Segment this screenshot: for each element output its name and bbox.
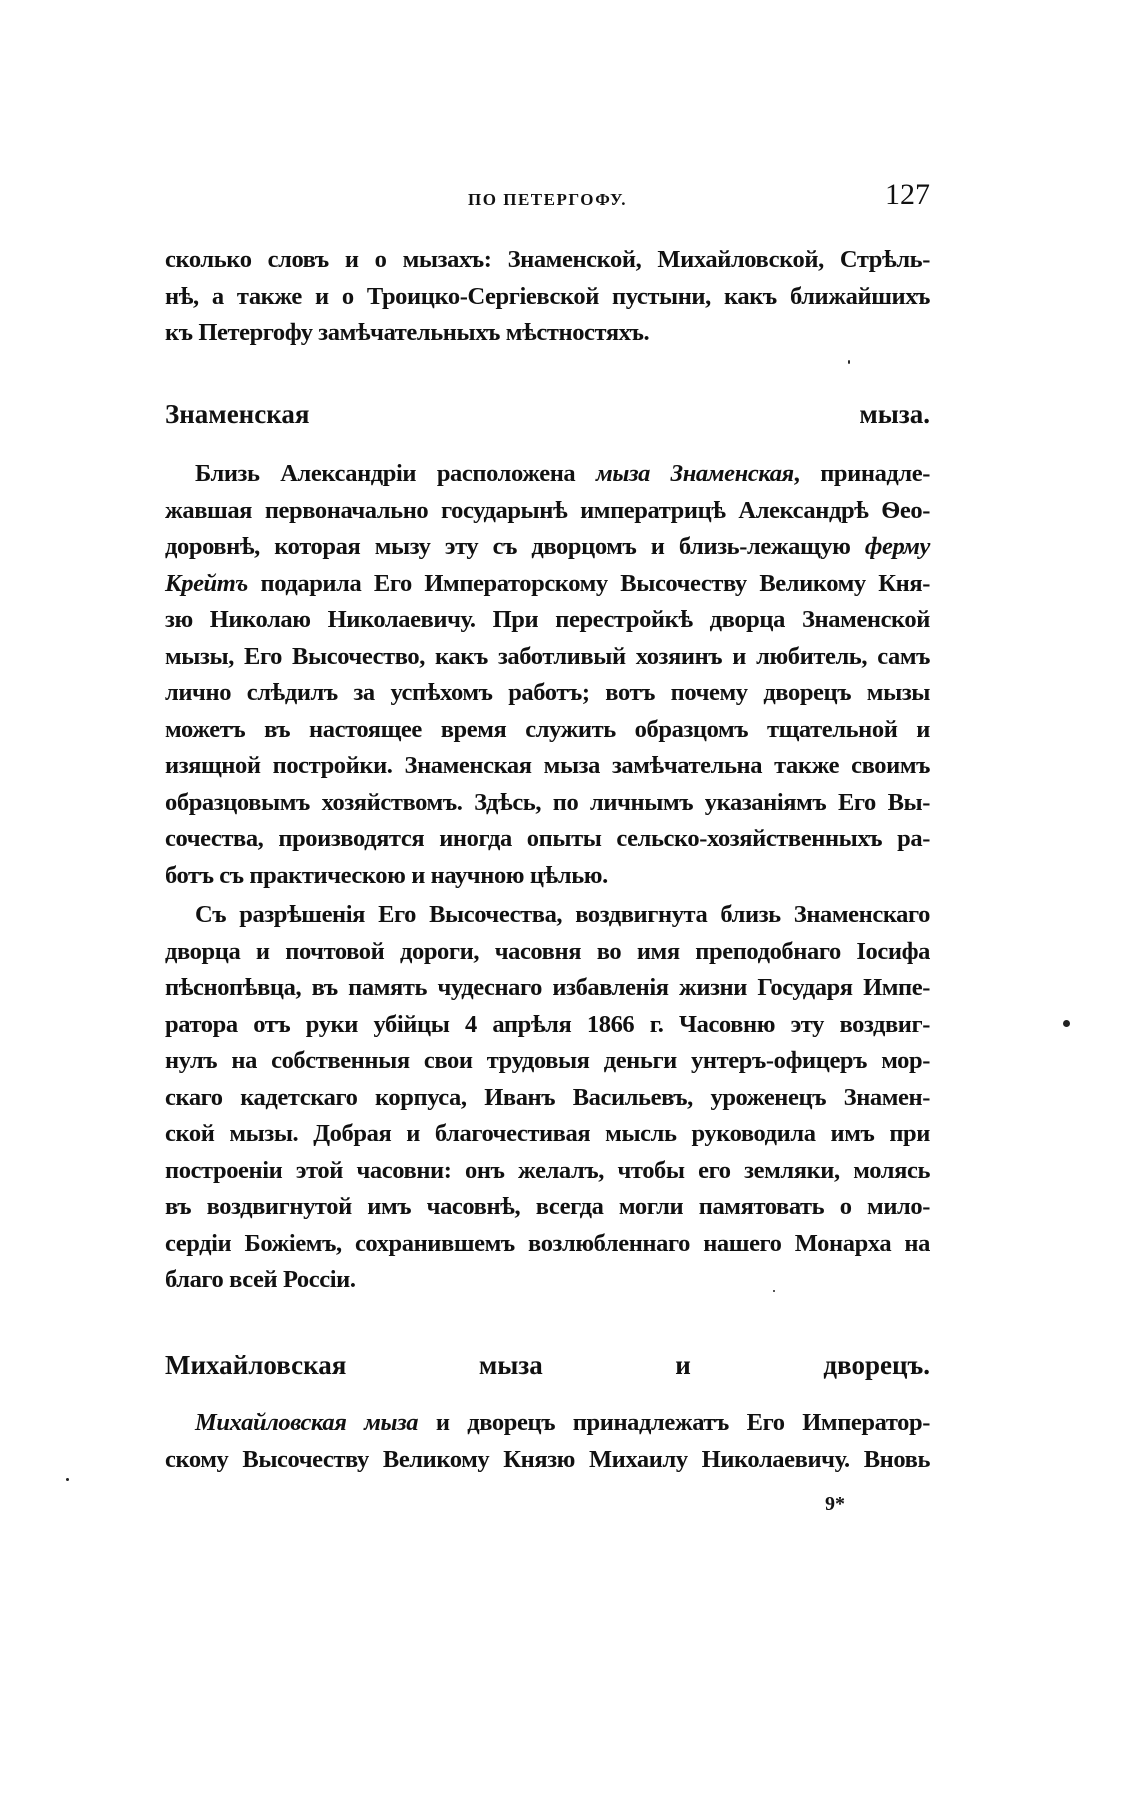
print-speck [66, 1478, 69, 1481]
text-line: образцовымъ хозяйствомъ. Здѣсь, по личнымъ указаніямъ Его Вы- [165, 788, 930, 816]
section-heading-znamenskaya: Знаменская мыза. [165, 398, 930, 429]
text-line: зю Николаю Николаевичу. При перестройкѣ дворца Знаменской [165, 606, 930, 633]
text-run: подарила Его Императорскому Высочеству Великому Кня- [247, 569, 930, 597]
text-line: ской мызы. Добрая и благочестивая мысль руководила имъ при [165, 1120, 930, 1147]
text-line: можетъ въ настоящее время служить образцомъ тщательной и [165, 715, 930, 743]
print-speck [1063, 1020, 1070, 1027]
text-line: благо всей Россіи. [165, 1266, 356, 1293]
running-head [165, 180, 930, 220]
text-line: сочества, производятся иногда опыты сельско-хозяйственныхъ ра- [165, 825, 930, 852]
text-line: нулъ на собственныя свои трудовыя деньги унтеръ-офицеръ мор- [165, 1047, 930, 1074]
text-run: Близь Александріи расположена [195, 460, 596, 487]
text-line [165, 566, 930, 603]
text-line: изящной постройки. Знаменская мыза замѣчательна также своимъ [165, 752, 930, 779]
print-speck [848, 360, 850, 364]
text-line: дворца и почтовой дороги, часовня во имя преподобнаго Іосифа [165, 937, 930, 965]
text-line: построеніи этой часовни: онъ желалъ, чтобы его земляки, молясь [165, 1156, 930, 1184]
text-run: и дворецъ принадлежатъ Его Император- [418, 1409, 930, 1436]
text-line: скому Высочеству Великому Князю Михаилу Николаевичу. Вновь [165, 1445, 930, 1473]
text-line: къ Петергофу замѣчательныхъ мѣстностяхъ. [165, 319, 650, 346]
text-line [165, 456, 930, 493]
text-line: въ воздвигнутой имъ часовнѣ, всегда могли памятовать о мило- [165, 1193, 930, 1220]
italic-term: Михайловская мыза [195, 1409, 419, 1436]
print-speck [773, 1290, 775, 1292]
text-line: скаго кадетскаго корпуса, Иванъ Васильевъ, уроженецъ Знамен- [165, 1083, 930, 1111]
text-line: лично слѣдилъ за успѣхомъ работъ; вотъ почему дворецъ мызы [165, 679, 930, 706]
text-line: мызы, Его Высочество, какъ заботливый хозяинъ и любитель, самъ [165, 642, 930, 670]
text-line [165, 1405, 930, 1442]
text-line: ботъ съ практическою и научною цѣлью. [165, 861, 608, 889]
italic-term: ферму [864, 533, 930, 560]
running-title: ПО ПЕТЕРГОФУ. [468, 190, 627, 209]
text-line: жавшая первоначально государынѣ императрицѣ Александрѣ Ѳео- [165, 496, 930, 524]
text-line: сердіи Божіемъ, сохранившемъ возлюбленнаго нашего Монарха на [165, 1229, 930, 1257]
text-line: нѣ, а также и о Троицко-Сергіевской пустыни, какъ ближайшихъ [165, 282, 930, 310]
section-heading-mikhailovskaya: Михайловская мыза и дворецъ. [165, 1349, 930, 1380]
signature-mark: 9* [825, 1493, 845, 1515]
text-line [165, 529, 930, 566]
text-line: пѣснопѣвца, въ память чудеснаго избавленія жизни Государя Импе- [165, 974, 930, 1001]
text-line: сколько словъ и о мызахъ: Знаменской, Михайловской, Стрѣль- [165, 246, 930, 273]
text-run: доровнѣ, которая мызу эту съ дворцомъ и близь-лежащую [165, 533, 865, 560]
page-number: 127 [885, 178, 930, 211]
italic-term: Крейтъ [165, 569, 248, 597]
text-run: , принадле- [793, 460, 930, 487]
body-text [165, 242, 930, 1478]
text-line: Съ разрѣшенія Его Высочества, воздвигнута близь Знаменскаго [195, 901, 930, 928]
italic-term: мыза Знаменская [595, 460, 794, 487]
text-line: ратора отъ руки убійцы 4 апрѣля 1866 г. Часовню эту воздвиг- [165, 1010, 930, 1038]
